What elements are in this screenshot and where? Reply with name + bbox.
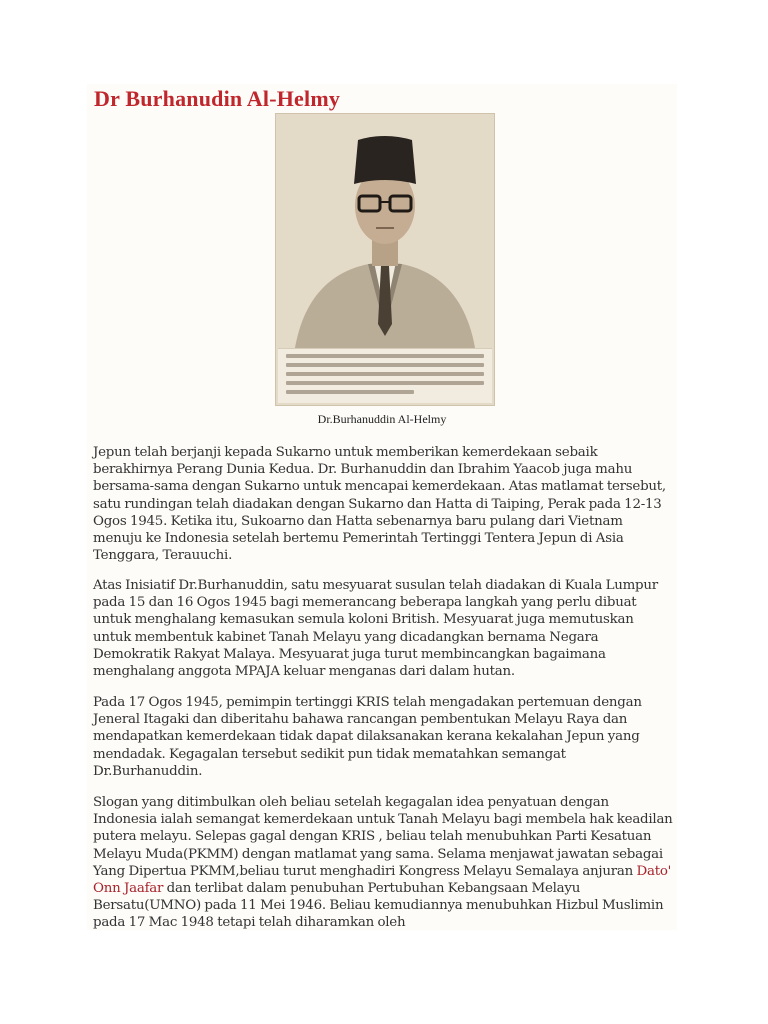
article-page <box>87 84 677 930</box>
dato-onn-jaafar-link[interactable]: Dato' Onn Jaafar <box>93 863 672 897</box>
paragraph-1: Jepun telah berjanji kepada Sukarno untuk memberikan kemerdekaan sebaik berakhirnya Perang Dunia Kedua. Dr. Burhanuddin dan Ibrahim Yaacob juga mahu bersama-sama dengan Sukarno untuk mencapai kemerdekaan. Atas matlamat tersebut, satu rundingan telah diadakan dengan Sukarno dan Hatta di Taiping, Perak pada 12-13 Ogos 1945. Ketika itu, Sukoarno dan Hatta sebenarnya baru pulang dari Vietnam menuju ke Indonesia setelah bertemu Pemerintah Tertinggi Tentera Jepun di Asia Tenggara, Terauuchi. <box>93 445 666 564</box>
photo-inscription <box>278 348 492 403</box>
portrait-photo <box>275 113 495 406</box>
paragraph-2: Atas Inisiatif Dr.Burhanuddin, satu mesyuarat susulan telah diadakan di Kuala Lumpur pada 15 dan 16 Ogos 1945 bagi memerancang beberapa langkah yang perlu dibuat untuk menghalang kemasukan semula koloni British. Mesyuarat juga memutuskan untuk membentuk kabinet Tanah Melayu yang dicadangkan bernama Negara Demokratik Rakyat Malaya. Mesyuarat juga turut membincangkan bagaimana menghalang anggota MPAJA keluar menganas dari dalam hutan. <box>93 578 658 680</box>
paragraph-4-text-before: Slogan yang ditimbulkan oleh beliau setelah kegagalan idea penyatuan dengan Indonesia ialah semangat kemerdekaan untuk Tanah Melayu bagi membela hak keadilan putera melayu. Selepas gagal dengan KRIS , beliau telah menubuhkan Parti Kesatuan Melayu Muda(PKMM) dengan matlamat yang sama. Selama menjawat jawatan sebagai Yang Dipertua PKMM,beliau turut menghadiri Kongress Melayu Semalaya anjuran <box>93 795 673 879</box>
article-title: Dr Burhanudin Al-Helmy <box>94 86 341 111</box>
paragraph-3: Pada 17 Ogos 1945, pemimpin tertinggi KRIS telah mengadakan pertemuan dengan Jeneral Itagaki dan diberitahu bahawa rancangan pembentukan Melayu Raya dan mendapatkan kemerdekaan tidak dapat dilaksanakan kerana kekalahan Jepun yang mendadak. Kegagalan tersebut sedikit pun tidak mematahkan semangat Dr.Burhanuddin. <box>93 695 642 779</box>
photo-caption: Dr.Burhanuddin Al-Helmy <box>317 412 447 426</box>
paragraph-4 <box>93 794 675 930</box>
paragraph-4-text-after: dan terlibat dalam penubuhan Pertubuhan Kebangsaan Melayu Bersatu(UMNO) pada 11 Mei 1946. Beliau kemudiannya menubuhkan Hizbul Muslimin pada 17 Mac 1948 tetapi telah diharamkan oleh <box>93 881 664 930</box>
